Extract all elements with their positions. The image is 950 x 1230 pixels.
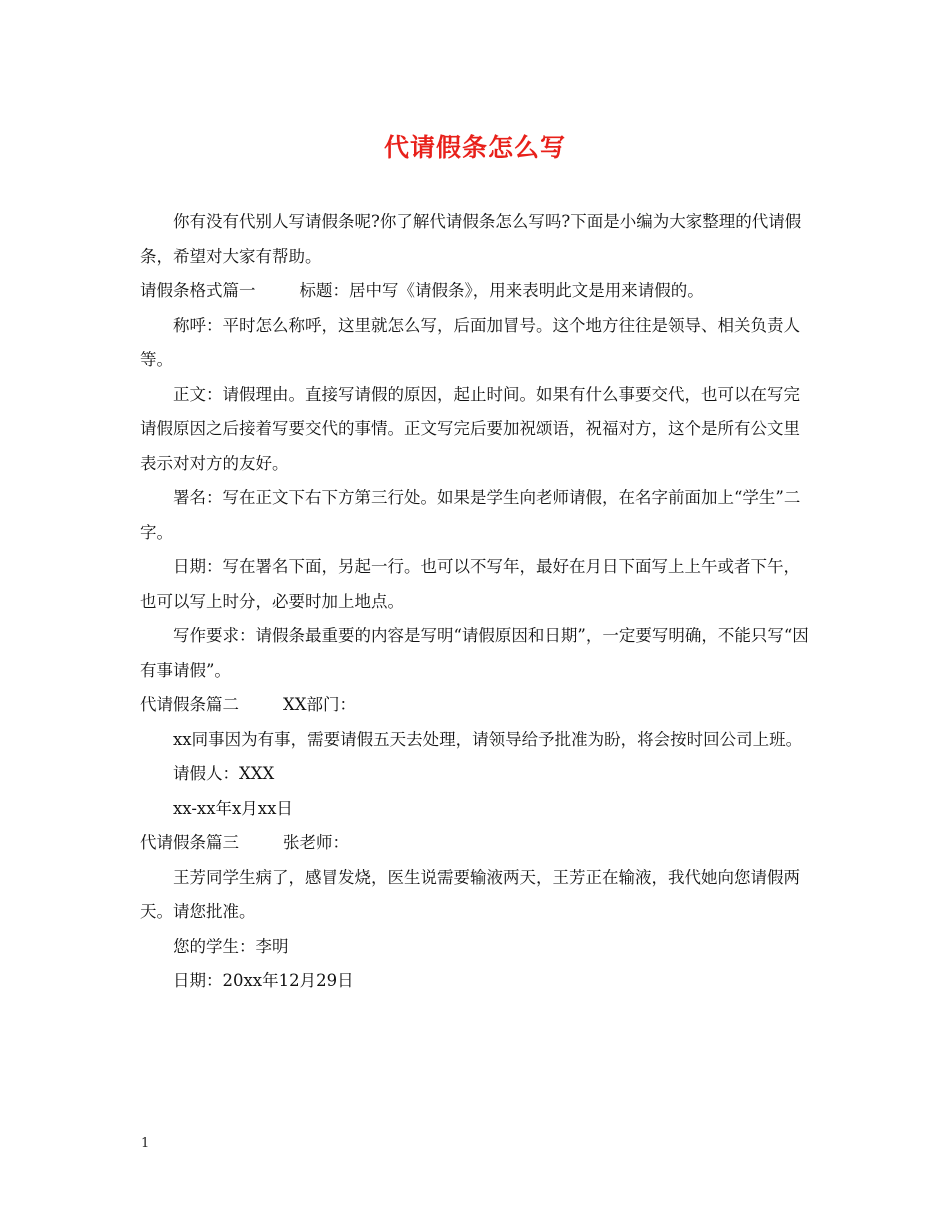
section-2-first-text: XX部门： xyxy=(283,695,356,714)
section-1-date-paragraph: 日期：写在署名下面，另起一行。也可以不写年，最好在月日下面写上上午或者下午，也可以写上时分，必要时加上地点。 xyxy=(140,557,800,611)
page-number: 1 xyxy=(141,1136,150,1151)
intro-paragraph: 你有没有代别人写请假条呢?你了解代请假条怎么写吗?下面是小编为大家整理的代请假条，希望对大家有帮助。 xyxy=(140,212,802,266)
document-body xyxy=(140,205,812,999)
section-3-first-text: 张老师： xyxy=(283,833,349,852)
section-1-body-paragraph: 正文：请假理由。直接写请假的原因，起止时间。如果有什么事要交代，也可以在写完请假原因之后接着写要交代的事情。正文写完后要加祝颂语，祝福对方，这个是所有公文里表示对对方的友好。 xyxy=(140,384,800,473)
section-3-date-paragraph: 日期：20xx年12月29日 xyxy=(173,971,354,990)
section-1-heading-line xyxy=(140,274,812,309)
document-title: 代请假条怎么写 xyxy=(383,133,566,162)
section-2-date-paragraph: xx-xx年x月xx日 xyxy=(173,798,293,818)
section-1-label: 请假条格式篇一 xyxy=(140,281,256,300)
section-1-first-text: 标题：居中写《请假条》，用来表明此文是用来请假的。 xyxy=(299,281,704,300)
section-3-label: 代请假条篇三 xyxy=(140,833,239,852)
section-2-heading-line xyxy=(140,688,812,723)
section-3-body-paragraph: 王芳同学生病了，感冒发烧，医生说需要输液两天，王芳正在输液，我代她向您请假两天。请您批准。 xyxy=(140,867,800,921)
section-2-body-paragraph: xx同事因为有事，需要请假五天去处理，请领导给予批准为盼，将会按时回公司上班。 xyxy=(173,729,803,749)
section-2-signature-paragraph: 请假人：XXX xyxy=(173,764,275,783)
section-2-label: 代请假条篇二 xyxy=(140,695,239,714)
section-1-signature-paragraph: 署名：写在正文下右下方第三行处。如果是学生向老师请假，在名字前面加上“学生”二字。 xyxy=(140,488,801,542)
section-3-heading-line xyxy=(140,826,812,861)
section-3-signature-paragraph: 您的学生：李明 xyxy=(173,936,289,956)
section-1-requirement-paragraph: 写作要求：请假条最重要的内容是写明“请假原因和日期”，一定要写明确，不能只写“因有事请假”。 xyxy=(140,626,809,680)
section-1-salutation-paragraph: 称呼：平时怎么称呼，这里就怎么写，后面加冒号。这个地方往往是领导、相关负责人等。 xyxy=(140,315,800,369)
